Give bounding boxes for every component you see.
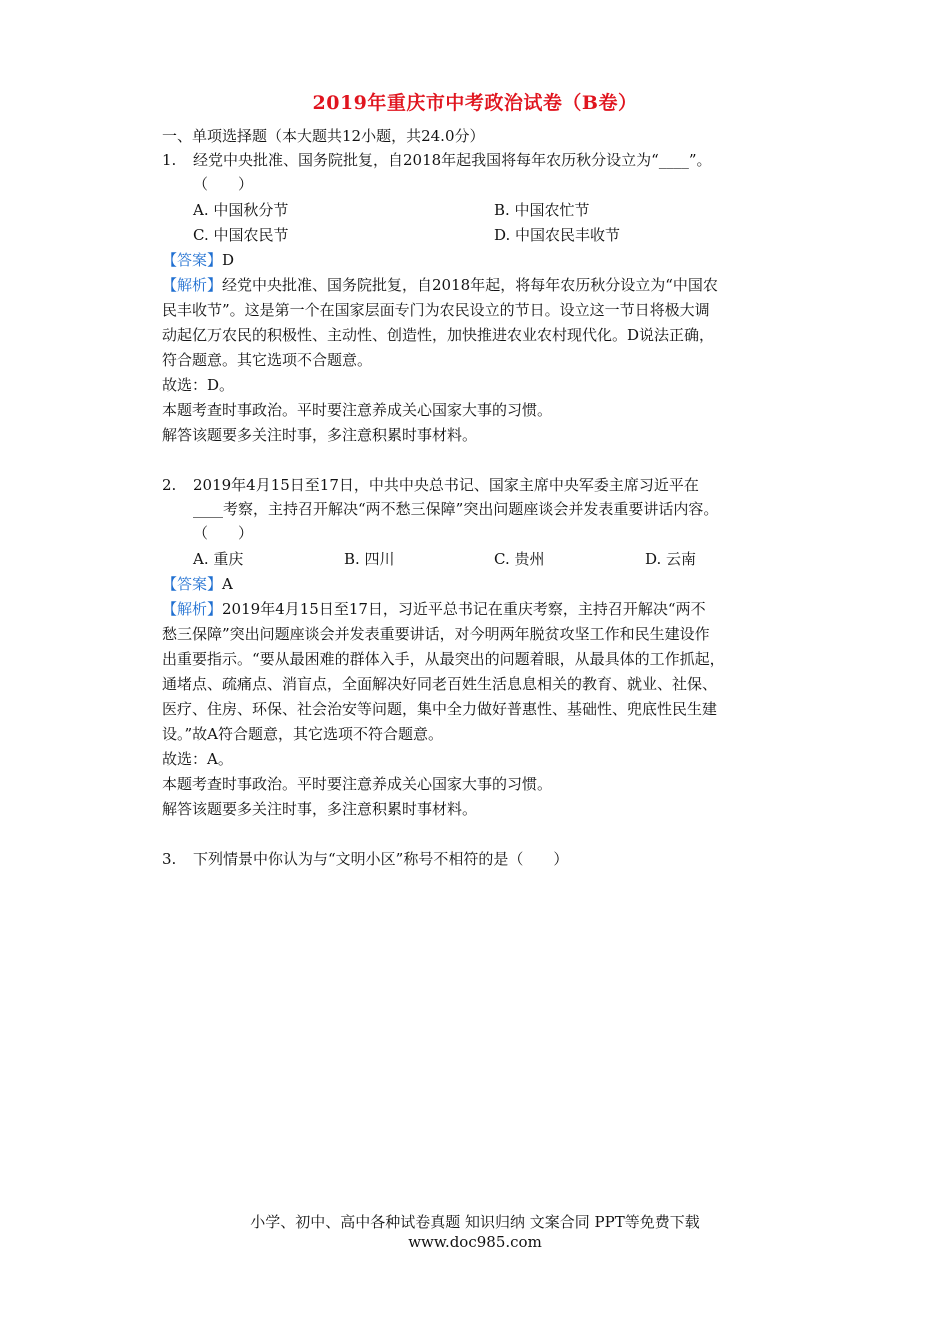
q2-option-c: C. 贵州 xyxy=(494,550,545,568)
q2-analysis-line: 出重要指示。“要从最困难的群体入手，从最突出的问题着眼，从最具体的工作抓起， xyxy=(162,650,725,668)
q2-analysis-line: 解答该题要多关注时事，多注意积累时事材料。 xyxy=(162,800,478,818)
q2-option-a: A. 重庆 xyxy=(193,550,244,568)
q2-analysis-text: 2019年4月15日至17日，习近平总书记在重庆考察，主持召开解决“两不 xyxy=(222,600,706,618)
page-title: 2019年重庆市中考政治试卷（B卷） xyxy=(312,92,638,114)
q2-analysis-line xyxy=(162,597,706,622)
footer-line: 小学、初中、高中各种试卷真题 知识归纳 文案合同 PPT等免费下载 xyxy=(250,1213,700,1231)
q2-answer xyxy=(162,572,233,597)
q2-analysis-line: 医疗、住房、环保、社会治安等问题，集中全力做好普惠性、基础性、兜底性民生建 xyxy=(162,700,718,718)
q2-option-b: B. 四川 xyxy=(344,550,395,568)
q2-analysis-line: 故选：A。 xyxy=(162,750,233,768)
q1-answer-value: D xyxy=(222,251,235,269)
q1-option-d: D. 中国农民丰收节 xyxy=(494,226,621,244)
q2-option-d: D. 云南 xyxy=(645,550,697,568)
answer-label: 【答案】 xyxy=(162,251,223,269)
q3-number: 3. xyxy=(162,850,177,868)
q3-text-line: 下列情景中你认为与“文明小区”称号不相符的是（ ） xyxy=(193,850,569,868)
q2-analysis-line: 设。”故A符合题意，其它选项不符合题意。 xyxy=(162,725,444,743)
q2-text-line: 2019年4月15日至17日，中共中央总书记、国家主席中央军委主席习近平在 xyxy=(193,476,699,494)
q2-text-line: ____考察，主持召开解决“两不愁三保障”突出问题座谈会并发表重要讲话内容。 xyxy=(193,500,719,518)
q2-text-line: （ ） xyxy=(193,524,254,542)
q1-option-a: A. 中国秋分节 xyxy=(193,201,289,219)
q2-analysis-line: 愁三保障”突出问题座谈会并发表重要讲话，对今明两年脱贫攻坚工作和民生建设作 xyxy=(162,625,710,643)
q2-analysis-line: 本题考查时事政治。平时要注意养成关心国家大事的习惯。 xyxy=(162,775,553,793)
q2-answer-value: A xyxy=(222,575,233,593)
q1-analysis-line: 故选：D。 xyxy=(162,376,235,394)
footer-url[interactable]: www.doc985.com xyxy=(408,1233,542,1251)
answer-label: 【答案】 xyxy=(162,575,223,593)
q2-analysis-line: 通堵点、疏痛点、消盲点，全面解决好同老百姓生活息息相关的教育、就业、社保、 xyxy=(162,675,718,693)
q1-analysis-line: 解答该题要多关注时事，多注意积累时事材料。 xyxy=(162,426,478,444)
analysis-label: 【解析】 xyxy=(162,276,223,294)
q1-number: 1. xyxy=(162,151,177,169)
analysis-label: 【解析】 xyxy=(162,600,223,618)
q1-analysis-line: 民丰收节”。这是第一个在国家层面专门为农民设立的节日。设立这一节日将极大调 xyxy=(162,301,710,319)
q1-analysis-line xyxy=(162,273,718,298)
q1-analysis-line: 动起亿万农民的积极性、主动性、创造性，加快推进农业农村现代化。D说法正确， xyxy=(162,326,715,344)
q1-option-b: B. 中国农忙节 xyxy=(494,201,590,219)
q1-option-c: C. 中国农民节 xyxy=(193,226,289,244)
q1-text-line: （ ） xyxy=(193,175,254,193)
q1-answer xyxy=(162,248,234,273)
q1-analysis-text: 经党中央批准、国务院批复，自2018年起，将每年农历秋分设立为“中国农 xyxy=(222,276,718,294)
q1-analysis-line: 符合题意。其它选项不合题意。 xyxy=(162,351,373,369)
q2-number: 2. xyxy=(162,476,177,494)
section-heading: 一、单项选择题（本大题共12小题，共24.0分） xyxy=(162,127,485,145)
q1-text-line: 经党中央批准、国务院批复，自2018年起我国将每年农历秋分设立为“____”。 xyxy=(193,151,712,169)
q1-analysis-line: 本题考查时事政治。平时要注意养成关心国家大事的习惯。 xyxy=(162,401,553,419)
